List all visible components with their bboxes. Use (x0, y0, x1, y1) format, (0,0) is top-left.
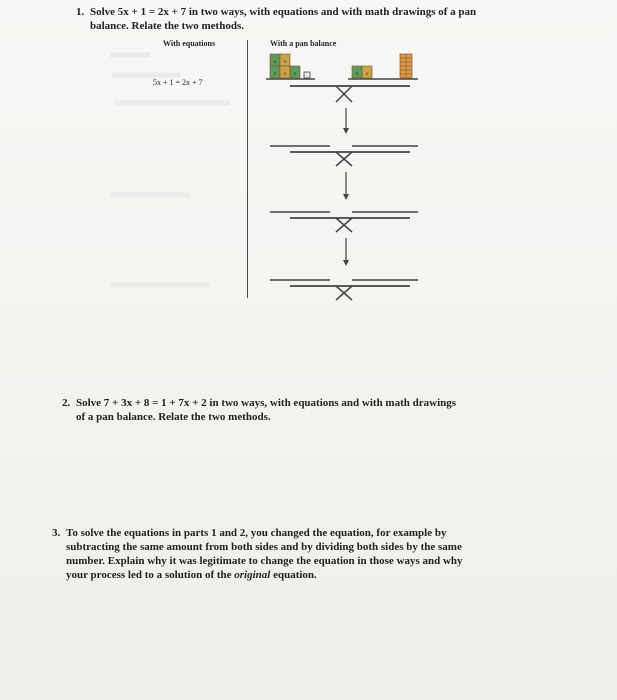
pan-balance-drawings (260, 46, 430, 306)
problem-1-number: 1. (76, 6, 85, 18)
problem-3-line-3: number. Explain why it was legitimate to change the equation in those ways and why (66, 555, 463, 567)
problem-1-line-2: balance. Relate the two methods. (90, 20, 244, 32)
x-tile-label: x (355, 72, 359, 77)
unit-square (304, 72, 310, 78)
original-emphasis: original (234, 569, 271, 581)
down-arrow (343, 172, 349, 200)
column-divider (247, 40, 248, 298)
problem-2-number: 2. (62, 397, 71, 409)
equation-5x-plus-1: 5x + 1 = 2x + 7 (153, 78, 203, 87)
problem-3-number: 3. (52, 527, 61, 539)
problem-2-line-2: of a pan balance. Relate the two methods. (76, 411, 271, 423)
x-tile-label: x (365, 72, 369, 77)
x-tile-label: x (283, 60, 287, 65)
down-arrow (343, 238, 349, 266)
balance-1 (266, 54, 418, 102)
problem-3-line-4-prefix: your process led to a solution of the (66, 569, 235, 581)
balance-3 (270, 212, 418, 232)
problem-1 (76, 5, 536, 33)
unit-stack-7 (400, 54, 412, 78)
x-tile-label: x (273, 60, 277, 65)
down-arrow (343, 108, 349, 134)
header-with-equations: With equations (163, 39, 216, 48)
problem-3-line-4-suffix: equation. (270, 569, 317, 581)
problem-2-line-1: Solve 7 + 3x + 8 = 1 + 7x + 2 in two ways, with equations and with math drawings (76, 397, 457, 409)
problem-1-line-1: Solve 5x + 1 = 2x + 7 in two ways, with equations and with math drawings of a pan (90, 6, 477, 18)
x-tile-label: x (273, 72, 277, 77)
balance-4 (270, 280, 418, 300)
problem-2 (62, 396, 532, 424)
problem-3 (52, 526, 532, 582)
x-tile-label: x (283, 72, 287, 77)
x-tile-label: x (293, 72, 297, 77)
header-with-pan-balance: With a pan balance (270, 39, 337, 48)
problem-3-line-4 (52, 568, 532, 582)
problem-3-line-1: To solve the equations in parts 1 and 2, you changed the equation, for example by (66, 527, 447, 539)
problem-3-line-2: subtracting the same amount from both sides and by dividing both sides by the same (66, 541, 462, 553)
balance-2 (270, 146, 418, 166)
